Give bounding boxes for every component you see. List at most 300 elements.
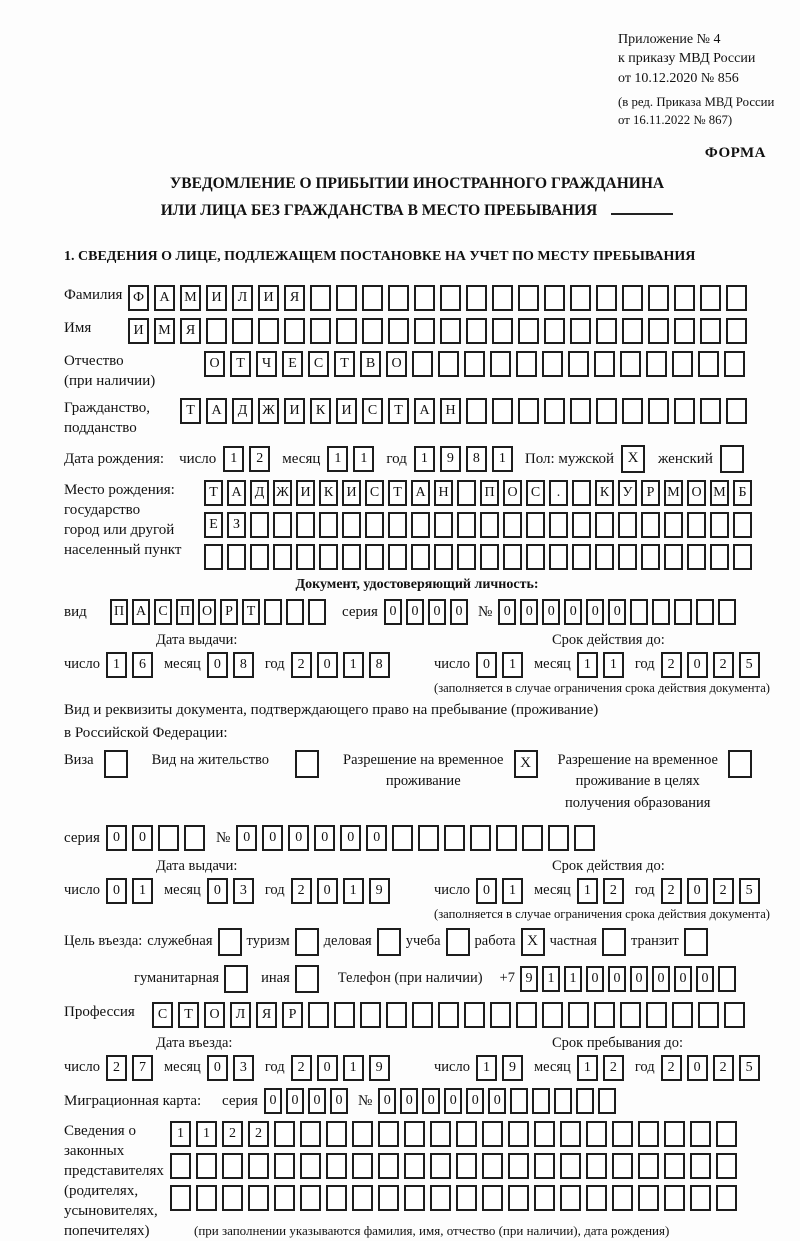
char-cell[interactable]: 0 <box>608 966 626 992</box>
char-cell[interactable] <box>698 351 719 377</box>
char-cell[interactable]: Т <box>388 480 407 506</box>
char-cell[interactable]: 1 <box>170 1121 191 1147</box>
char-cell[interactable] <box>274 1185 295 1211</box>
char-cell[interactable] <box>184 825 205 851</box>
char-cell[interactable] <box>718 599 736 625</box>
char-cell[interactable] <box>508 1121 529 1147</box>
char-cell[interactable]: 2 <box>661 652 682 678</box>
char-cell[interactable] <box>378 1121 399 1147</box>
char-cell[interactable]: 0 <box>652 966 670 992</box>
char-cell[interactable] <box>466 285 487 311</box>
char-cell[interactable] <box>222 1185 243 1211</box>
char-cell[interactable] <box>418 825 439 851</box>
char-cell[interactable]: Т <box>204 480 223 506</box>
char-cell[interactable] <box>572 512 591 538</box>
char-cell[interactable] <box>250 512 269 538</box>
char-cell[interactable] <box>326 1121 347 1147</box>
char-cell[interactable] <box>726 318 747 344</box>
char-cell[interactable] <box>596 318 617 344</box>
char-cell[interactable]: 1 <box>492 446 513 472</box>
char-cell[interactable]: 0 <box>330 1088 348 1114</box>
char-cell[interactable] <box>430 1121 451 1147</box>
char-cell[interactable] <box>412 1002 433 1028</box>
char-cell[interactable]: 6 <box>132 652 153 678</box>
char-cell[interactable]: 0 <box>476 652 497 678</box>
char-cell[interactable]: 2 <box>713 652 734 678</box>
char-cell[interactable]: Е <box>204 512 223 538</box>
char-cell[interactable]: Б <box>733 480 752 506</box>
char-cell[interactable] <box>594 1002 615 1028</box>
char-cell[interactable] <box>672 351 693 377</box>
char-cell[interactable]: 5 <box>739 1055 760 1081</box>
char-cell[interactable]: 2 <box>661 1055 682 1081</box>
char-cell[interactable] <box>560 1185 581 1211</box>
char-cell[interactable]: 0 <box>586 599 604 625</box>
char-cell[interactable]: 1 <box>343 878 364 904</box>
char-cell[interactable] <box>482 1121 503 1147</box>
char-cell[interactable]: Н <box>440 398 461 424</box>
char-cell[interactable]: 0 <box>687 1055 708 1081</box>
char-cell[interactable]: Ж <box>258 398 279 424</box>
char-cell[interactable]: 2 <box>222 1121 243 1147</box>
char-cell[interactable]: Л <box>230 1002 251 1028</box>
char-cell[interactable] <box>554 1088 572 1114</box>
temp-residence-edu-checkbox[interactable] <box>728 750 752 778</box>
char-cell[interactable]: Т <box>334 351 355 377</box>
char-cell[interactable] <box>518 318 539 344</box>
char-cell[interactable] <box>342 544 361 570</box>
char-cell[interactable] <box>568 351 589 377</box>
char-cell[interactable] <box>404 1121 425 1147</box>
char-cell[interactable] <box>480 512 499 538</box>
char-cell[interactable] <box>300 1153 321 1179</box>
char-cell[interactable] <box>388 544 407 570</box>
char-cell[interactable] <box>630 599 648 625</box>
char-cell[interactable] <box>248 1185 269 1211</box>
char-cell[interactable]: 1 <box>542 966 560 992</box>
char-cell[interactable]: О <box>198 599 216 625</box>
char-cell[interactable] <box>618 544 637 570</box>
char-cell[interactable]: 1 <box>343 652 364 678</box>
char-cell[interactable] <box>570 398 591 424</box>
char-cell[interactable]: 1 <box>577 652 598 678</box>
char-cell[interactable]: 2 <box>713 878 734 904</box>
char-cell[interactable]: Ж <box>273 480 292 506</box>
char-cell[interactable]: К <box>595 480 614 506</box>
char-cell[interactable]: А <box>132 599 150 625</box>
char-cell[interactable] <box>196 1153 217 1179</box>
char-cell[interactable] <box>388 512 407 538</box>
char-cell[interactable]: 0 <box>687 652 708 678</box>
char-cell[interactable] <box>648 318 669 344</box>
char-cell[interactable]: 0 <box>400 1088 418 1114</box>
char-cell[interactable] <box>170 1185 191 1211</box>
char-cell[interactable] <box>674 285 695 311</box>
char-cell[interactable] <box>518 285 539 311</box>
char-cell[interactable] <box>724 351 745 377</box>
char-cell[interactable] <box>622 398 643 424</box>
char-cell[interactable] <box>434 544 453 570</box>
char-cell[interactable] <box>496 825 517 851</box>
char-cell[interactable]: П <box>176 599 194 625</box>
char-cell[interactable]: 2 <box>661 878 682 904</box>
char-cell[interactable] <box>612 1121 633 1147</box>
residence-permit-checkbox[interactable] <box>295 750 319 778</box>
char-cell[interactable]: 0 <box>498 599 516 625</box>
char-cell[interactable]: 3 <box>233 878 254 904</box>
char-cell[interactable]: 0 <box>428 599 446 625</box>
char-cell[interactable]: 8 <box>466 446 487 472</box>
char-cell[interactable] <box>576 1088 594 1114</box>
char-cell[interactable] <box>308 599 326 625</box>
char-cell[interactable]: Т <box>242 599 260 625</box>
char-cell[interactable] <box>464 351 485 377</box>
char-cell[interactable] <box>620 1002 641 1028</box>
char-cell[interactable] <box>365 544 384 570</box>
char-cell[interactable]: 7 <box>132 1055 153 1081</box>
char-cell[interactable]: 0 <box>207 652 228 678</box>
char-cell[interactable]: Я <box>256 1002 277 1028</box>
char-cell[interactable]: 0 <box>406 599 424 625</box>
char-cell[interactable] <box>716 1185 737 1211</box>
char-cell[interactable] <box>258 318 279 344</box>
char-cell[interactable] <box>438 1002 459 1028</box>
char-cell[interactable] <box>482 1185 503 1211</box>
char-cell[interactable] <box>457 512 476 538</box>
char-cell[interactable] <box>595 512 614 538</box>
char-cell[interactable]: 1 <box>223 446 244 472</box>
char-cell[interactable] <box>456 1185 477 1211</box>
char-cell[interactable] <box>664 512 683 538</box>
char-cell[interactable]: 0 <box>317 1055 338 1081</box>
char-cell[interactable]: Д <box>232 398 253 424</box>
char-cell[interactable] <box>334 1002 355 1028</box>
char-cell[interactable]: 0 <box>378 1088 396 1114</box>
char-cell[interactable]: 8 <box>369 652 390 678</box>
char-cell[interactable] <box>570 285 591 311</box>
char-cell[interactable] <box>526 512 545 538</box>
other-checkbox[interactable] <box>295 965 319 993</box>
char-cell[interactable] <box>700 285 721 311</box>
char-cell[interactable]: 0 <box>542 599 560 625</box>
char-cell[interactable] <box>352 1121 373 1147</box>
char-cell[interactable] <box>586 1153 607 1179</box>
char-cell[interactable] <box>724 1002 745 1028</box>
char-cell[interactable]: 1 <box>414 446 435 472</box>
char-cell[interactable] <box>700 318 721 344</box>
char-cell[interactable] <box>664 544 683 570</box>
char-cell[interactable]: Е <box>282 351 303 377</box>
char-cell[interactable] <box>466 398 487 424</box>
char-cell[interactable]: 9 <box>502 1055 523 1081</box>
char-cell[interactable] <box>716 1121 737 1147</box>
char-cell[interactable] <box>687 512 706 538</box>
char-cell[interactable]: А <box>227 480 246 506</box>
char-cell[interactable] <box>440 285 461 311</box>
char-cell[interactable]: А <box>414 398 435 424</box>
char-cell[interactable] <box>438 351 459 377</box>
char-cell[interactable] <box>342 512 361 538</box>
char-cell[interactable] <box>544 398 565 424</box>
char-cell[interactable] <box>284 318 305 344</box>
char-cell[interactable] <box>336 318 357 344</box>
char-cell[interactable]: 1 <box>132 878 153 904</box>
char-cell[interactable]: 0 <box>106 878 127 904</box>
char-cell[interactable] <box>352 1153 373 1179</box>
char-cell[interactable]: О <box>386 351 407 377</box>
char-cell[interactable]: 0 <box>262 825 283 851</box>
char-cell[interactable] <box>170 1153 191 1179</box>
char-cell[interactable] <box>638 1121 659 1147</box>
char-cell[interactable]: 1 <box>343 1055 364 1081</box>
char-cell[interactable]: 0 <box>630 966 648 992</box>
char-cell[interactable] <box>456 1153 477 1179</box>
char-cell[interactable] <box>411 512 430 538</box>
char-cell[interactable]: С <box>526 480 545 506</box>
char-cell[interactable] <box>430 1185 451 1211</box>
char-cell[interactable]: 2 <box>106 1055 127 1081</box>
char-cell[interactable]: Я <box>284 285 305 311</box>
char-cell[interactable] <box>464 1002 485 1028</box>
char-cell[interactable]: 0 <box>288 825 309 851</box>
char-cell[interactable] <box>638 1153 659 1179</box>
char-cell[interactable] <box>412 351 433 377</box>
char-cell[interactable] <box>522 825 543 851</box>
char-cell[interactable]: 2 <box>603 1055 624 1081</box>
char-cell[interactable] <box>726 285 747 311</box>
char-cell[interactable] <box>641 544 660 570</box>
char-cell[interactable] <box>456 1121 477 1147</box>
char-cell[interactable]: 9 <box>520 966 538 992</box>
char-cell[interactable] <box>648 398 669 424</box>
char-cell[interactable]: 0 <box>366 825 387 851</box>
char-cell[interactable]: 2 <box>603 878 624 904</box>
char-cell[interactable] <box>664 1153 685 1179</box>
char-cell[interactable] <box>560 1153 581 1179</box>
char-cell[interactable]: 0 <box>207 878 228 904</box>
char-cell[interactable] <box>508 1153 529 1179</box>
char-cell[interactable] <box>594 351 615 377</box>
char-cell[interactable] <box>646 351 667 377</box>
char-cell[interactable] <box>544 285 565 311</box>
char-cell[interactable]: 0 <box>696 966 714 992</box>
char-cell[interactable] <box>710 544 729 570</box>
char-cell[interactable]: 1 <box>577 1055 598 1081</box>
char-cell[interactable] <box>733 512 752 538</box>
char-cell[interactable] <box>274 1121 295 1147</box>
visa-checkbox[interactable] <box>104 750 128 778</box>
char-cell[interactable] <box>674 318 695 344</box>
char-cell[interactable] <box>698 1002 719 1028</box>
char-cell[interactable] <box>319 544 338 570</box>
char-cell[interactable] <box>622 285 643 311</box>
char-cell[interactable] <box>674 398 695 424</box>
char-cell[interactable] <box>286 599 304 625</box>
char-cell[interactable] <box>664 1121 685 1147</box>
char-cell[interactable] <box>560 1121 581 1147</box>
char-cell[interactable]: Ч <box>256 351 277 377</box>
char-cell[interactable] <box>386 1002 407 1028</box>
char-cell[interactable] <box>360 1002 381 1028</box>
char-cell[interactable] <box>568 1002 589 1028</box>
char-cell[interactable] <box>733 544 752 570</box>
char-cell[interactable] <box>326 1153 347 1179</box>
char-cell[interactable] <box>696 599 714 625</box>
char-cell[interactable]: 3 <box>233 1055 254 1081</box>
char-cell[interactable] <box>710 512 729 538</box>
char-cell[interactable]: 1 <box>577 878 598 904</box>
char-cell[interactable] <box>508 1185 529 1211</box>
char-cell[interactable] <box>273 544 292 570</box>
char-cell[interactable]: З <box>227 512 246 538</box>
char-cell[interactable]: 1 <box>106 652 127 678</box>
char-cell[interactable]: 2 <box>291 1055 312 1081</box>
char-cell[interactable]: 2 <box>291 652 312 678</box>
char-cell[interactable] <box>718 966 736 992</box>
char-cell[interactable]: С <box>152 1002 173 1028</box>
char-cell[interactable] <box>310 285 331 311</box>
char-cell[interactable] <box>308 1002 329 1028</box>
char-cell[interactable]: А <box>411 480 430 506</box>
char-cell[interactable]: 0 <box>586 966 604 992</box>
char-cell[interactable]: 1 <box>502 652 523 678</box>
char-cell[interactable]: О <box>204 351 225 377</box>
char-cell[interactable]: С <box>365 480 384 506</box>
char-cell[interactable]: М <box>710 480 729 506</box>
char-cell[interactable] <box>430 1153 451 1179</box>
char-cell[interactable] <box>414 285 435 311</box>
char-cell[interactable] <box>549 544 568 570</box>
char-cell[interactable] <box>222 1153 243 1179</box>
temp-residence-checkbox[interactable]: X <box>514 750 538 778</box>
char-cell[interactable] <box>482 1153 503 1179</box>
char-cell[interactable] <box>612 1153 633 1179</box>
char-cell[interactable]: 0 <box>674 966 692 992</box>
char-cell[interactable] <box>411 544 430 570</box>
char-cell[interactable] <box>516 351 537 377</box>
char-cell[interactable] <box>534 1121 555 1147</box>
char-cell[interactable]: 0 <box>106 825 127 851</box>
char-cell[interactable] <box>596 285 617 311</box>
char-cell[interactable]: О <box>687 480 706 506</box>
char-cell[interactable]: Т <box>388 398 409 424</box>
char-cell[interactable]: М <box>154 318 175 344</box>
char-cell[interactable]: 1 <box>353 446 374 472</box>
char-cell[interactable] <box>516 1002 537 1028</box>
char-cell[interactable]: О <box>503 480 522 506</box>
char-cell[interactable] <box>586 1121 607 1147</box>
char-cell[interactable] <box>620 351 641 377</box>
char-cell[interactable]: 9 <box>369 1055 390 1081</box>
char-cell[interactable]: К <box>319 480 338 506</box>
char-cell[interactable]: 0 <box>207 1055 228 1081</box>
study-checkbox[interactable] <box>446 928 470 956</box>
char-cell[interactable]: 0 <box>608 599 626 625</box>
char-cell[interactable] <box>296 512 315 538</box>
char-cell[interactable]: 1 <box>327 446 348 472</box>
char-cell[interactable] <box>492 398 513 424</box>
char-cell[interactable]: Н <box>434 480 453 506</box>
char-cell[interactable] <box>378 1185 399 1211</box>
char-cell[interactable]: 0 <box>520 599 538 625</box>
char-cell[interactable] <box>414 318 435 344</box>
char-cell[interactable]: 5 <box>739 878 760 904</box>
char-cell[interactable]: Я <box>180 318 201 344</box>
char-cell[interactable] <box>690 1153 711 1179</box>
char-cell[interactable] <box>388 318 409 344</box>
char-cell[interactable] <box>503 544 522 570</box>
char-cell[interactable]: 0 <box>488 1088 506 1114</box>
char-cell[interactable] <box>672 1002 693 1028</box>
transit-checkbox[interactable] <box>684 928 708 956</box>
char-cell[interactable]: Р <box>641 480 660 506</box>
char-cell[interactable]: 0 <box>236 825 257 851</box>
char-cell[interactable] <box>638 1185 659 1211</box>
char-cell[interactable] <box>716 1153 737 1179</box>
char-cell[interactable] <box>544 318 565 344</box>
char-cell[interactable]: 1 <box>564 966 582 992</box>
char-cell[interactable] <box>196 1185 217 1211</box>
char-cell[interactable] <box>572 544 591 570</box>
char-cell[interactable]: 0 <box>286 1088 304 1114</box>
char-cell[interactable]: О <box>204 1002 225 1028</box>
char-cell[interactable] <box>392 825 413 851</box>
char-cell[interactable] <box>570 318 591 344</box>
char-cell[interactable]: 0 <box>466 1088 484 1114</box>
char-cell[interactable] <box>404 1185 425 1211</box>
male-checkbox[interactable]: X <box>621 445 645 473</box>
char-cell[interactable] <box>503 512 522 538</box>
char-cell[interactable] <box>700 398 721 424</box>
char-cell[interactable] <box>326 1185 347 1211</box>
char-cell[interactable]: 0 <box>450 599 468 625</box>
char-cell[interactable]: И <box>206 285 227 311</box>
char-cell[interactable] <box>687 544 706 570</box>
char-cell[interactable] <box>264 599 282 625</box>
char-cell[interactable] <box>470 825 491 851</box>
char-cell[interactable]: И <box>258 285 279 311</box>
char-cell[interactable] <box>434 512 453 538</box>
char-cell[interactable] <box>296 544 315 570</box>
char-cell[interactable] <box>300 1185 321 1211</box>
char-cell[interactable] <box>492 285 513 311</box>
char-cell[interactable]: 2 <box>291 878 312 904</box>
char-cell[interactable]: 9 <box>369 878 390 904</box>
char-cell[interactable] <box>549 512 568 538</box>
char-cell[interactable] <box>227 544 246 570</box>
char-cell[interactable] <box>274 1153 295 1179</box>
char-cell[interactable] <box>532 1088 550 1114</box>
char-cell[interactable]: К <box>310 398 331 424</box>
char-cell[interactable] <box>572 480 591 506</box>
humanitarian-checkbox[interactable] <box>224 965 248 993</box>
char-cell[interactable] <box>518 398 539 424</box>
work-checkbox[interactable]: X <box>521 928 545 956</box>
char-cell[interactable] <box>652 599 670 625</box>
char-cell[interactable]: 0 <box>422 1088 440 1114</box>
char-cell[interactable]: У <box>618 480 637 506</box>
char-cell[interactable]: 0 <box>476 878 497 904</box>
char-cell[interactable]: 0 <box>340 825 361 851</box>
char-cell[interactable] <box>440 318 461 344</box>
char-cell[interactable]: Т <box>180 398 201 424</box>
char-cell[interactable] <box>319 512 338 538</box>
char-cell[interactable]: 1 <box>603 652 624 678</box>
char-cell[interactable]: 0 <box>308 1088 326 1114</box>
char-cell[interactable]: 0 <box>687 878 708 904</box>
char-cell[interactable]: Т <box>178 1002 199 1028</box>
char-cell[interactable] <box>586 1185 607 1211</box>
